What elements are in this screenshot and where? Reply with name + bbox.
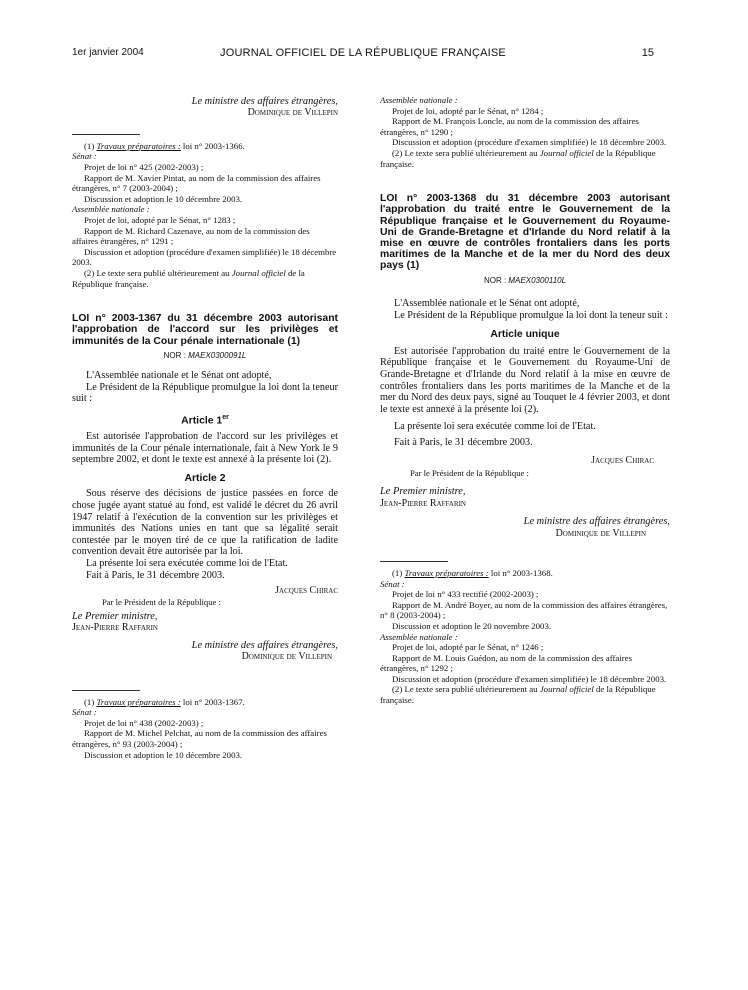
header-date: 1er janvier 2004 [72,47,144,58]
footnote-line: Discussion et adoption le 20 novembre 2003. [392,620,552,631]
footnote-line: Discussion et adoption (procédure d'examen simplifiée) le 18 décembre 2003. [392,673,667,684]
footnote-line: Rapport de M. André Boyer, au nom de la commission des affaires étrangères, n° 8 (2003-2004) ; [380,599,668,621]
minister-name: Dominique de Villepin [241,651,332,663]
page-header [72,47,654,63]
footnote-line: (1) Travaux préparatoires : loi n° 2003-1366. [84,140,245,151]
footnote-line: Discussion et adoption (procédure d'examen simplifiée) le 18 décembre 2003. [72,246,337,268]
footnote-line: Projet de loi, adopté par le Sénat, n° 1284 ; [392,105,544,116]
minister-name: Dominique de Villepin [247,107,338,119]
article-2-heading: Article 2 [184,472,226,484]
footnotes-1366-cont [380,95,670,169]
footnote-rule [380,561,448,562]
travaux-label: Travaux préparatoires : [404,567,489,578]
president-name: Jacques Chirac [591,454,654,466]
date-place: Fait à Paris, le 31 décembre 2003. [86,569,225,581]
article-2-text: Sous réserve des décisions de justice passées en force de chose jugée ayant statué au fond, est validé le décret du 26 avril 1947 relatif à l'exécution de la convention sur les privilèges et immunités des Nations unies en tant que sa légalité serait contestée par le moyen tiré de ce que la ratification de ladite convention devait être autorisée par la loi. [72,488,338,558]
footnote-line: Rapport de M. Louis Guédon, au nom de la commission des affaires étrangères, n° 1292 ; [380,652,632,674]
article-1-heading: Article 1er [181,413,229,427]
senat-label: Sénat : [72,151,97,162]
senat-label: Sénat : [72,707,97,718]
pm-title: Le Premier ministre, [72,610,158,622]
loi-title-1368: LOI n° 2003-1368 du 31 décembre 2003 autorisant l'approbation du traité entre le Gouvernement de la République française et le Gouvernement du Royaume-Uni de Grande-Bretagne et d'Irlande du Nord relatif à la mise en œuvre de contrôles frontaliers dans les ports maritimes de la Manche et de la mer du Nord des deux pays (1) [380,193,670,272]
page-number: 15 [641,47,654,59]
pm-name: Jean-Pierre Raffarin [380,497,466,509]
travaux-label: Travaux préparatoires : [96,696,181,707]
pm-title: Le Premier ministre, [380,486,466,498]
pm-name: Jean-Pierre Raffarin [72,622,158,634]
footnote-line: Rapport de M. Xavier Pintat, au nom de la commission des affaires étrangères, n° 7 (2003-2004) ; [72,172,321,194]
travaux-label: Travaux préparatoires : [96,140,181,151]
footnote-line: Projet de loi, adopté par le Sénat, n° 1283 ; [84,214,236,225]
minister-name: Dominique de Villepin [555,527,646,539]
footnotes-1367 [72,697,338,761]
nor-reference: NOR : MAEX0300110L [483,275,567,285]
footnote-line: Discussion et adoption (procédure d'examen simplifiée) le 18 décembre 2003. [392,137,667,148]
footnote-line: (1) Travaux préparatoires : loi n° 2003-1367. [84,696,245,707]
an-label: Assemblée nationale : [380,631,458,642]
nor-reference: NOR : MAEX0300091L [163,350,247,360]
preamble: Le Président de la République promulgue la loi dont la teneur suit : [72,381,338,405]
loi-body-1367 [72,370,338,581]
footnote-line: Rapport de M. François Loncle, au nom de la commission des affaires étrangères, n° 1290 ; [380,116,639,137]
par-president: Par le Président de la République : [102,596,221,607]
footnote-line: Rapport de M. Richard Cazenave, au nom de la commission des affaires étrangères, n° 1291 ; [72,225,310,247]
minister-title: Le ministre des affaires étrangères, [523,516,670,528]
footnotes-1368 [380,568,670,706]
execution-clause: La présente loi sera exécutée comme loi de l'Etat. [86,557,288,569]
footnote-line: Projet de loi, adopté par le Sénat, n° 1246 ; [392,642,544,653]
footnote-rule [72,134,140,135]
article-1-text: Est autorisée l'approbation de l'accord sur les privilèges et immunités de la Cour pénale internationale, fait à New York le 9 septembre 2002, et dont le texte est annexé à la présente loi (2). [72,430,338,466]
footnote-line: (1) Travaux préparatoires : loi n° 2003-1368. [392,567,553,578]
footnote-line: (2) Le texte sera publié ultérieurement au Journal officiel de la République française. [72,267,305,289]
footnote-rule [72,690,140,691]
preamble: Le Président de la République promulgue la loi dont la teneur suit : [394,309,668,321]
president-name: Jacques Chirac [275,585,338,597]
an-label: Assemblée nationale : [72,204,150,215]
minister-title: Le ministre des affaires étrangères, [191,96,338,107]
footnote-line: Projet de loi n° 425 (2002-2003) ; [84,162,204,172]
footnote-line: (2) Le texte sera publié ultérieurement au Journal officiel de la République française. [380,147,656,169]
date-place: Fait à Paris, le 31 décembre 2003. [394,436,533,448]
footnotes-1366 [72,141,338,289]
footnote-line: (2) Le texte sera publié ultérieurement au Journal officiel de la République française. [380,684,656,706]
par-president: Par le Président de la République : [410,467,529,478]
loi-body-1368 [380,298,670,449]
preamble: L'Assemblée nationale et le Sénat ont adopté, [86,370,272,382]
footnote-line: Projet de loi n° 433 rectifié (2002-2003) ; [392,589,539,600]
preamble: L'Assemblée nationale et le Sénat ont adopté, [394,297,580,309]
minister-title: Le ministre des affaires étrangères, [191,639,338,651]
footnote-line: Rapport de M. Michel Pelchat, au nom de la commission des affaires étrangères, n° 93 (2003-2004) ; [72,728,327,749]
execution-clause: La présente loi sera exécutée comme loi de l'Etat. [394,421,596,433]
right-column [380,95,670,706]
header-title: JOURNAL OFFICIEL DE LA RÉPUBLIQUE FRANÇAISE [220,47,506,59]
footnote-line: Projet de loi n° 438 (2002-2003) ; [84,717,204,728]
loi-title-1367: LOI n° 2003-1367 du 31 décembre 2003 autorisant l'approbation de l'accord sur les privilèges et immunités de la Cour pénale internationale (1) [72,313,338,347]
article-unique-heading: Article unique [490,329,560,341]
footnote-line: Discussion et adoption le 10 décembre 2003. [84,749,243,760]
article-unique-text: Est autorisée l'approbation du traité entre le Gouvernement de la République française et le Gouvernement du Royaume-Uni de Grande-Bretagne et d'Irlande du Nord relatif à la mise en œuvre de contrôles frontaliers dans les ports maritimes de la Manche et de la mer du Nord des deux pays, signé au Touquet le 4 février 2003, et dont le texte est annexé à la présente loi (2). [380,345,670,415]
footnote-line: Discussion et adoption le 10 décembre 2003. [84,193,243,204]
senat-label: Sénat : [380,578,405,589]
an-label: Assemblée nationale : [380,95,458,105]
left-column [72,96,338,760]
